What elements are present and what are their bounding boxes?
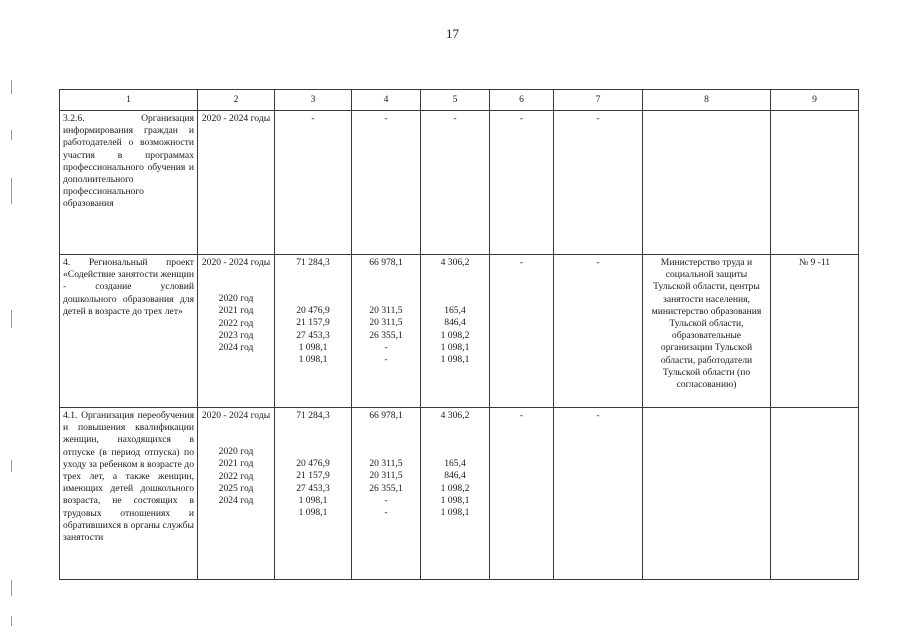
- row-period: 2020 - 2024 годы: [201, 257, 271, 268]
- binding-marks: [11, 60, 13, 630]
- header-col-8: 8: [643, 90, 771, 111]
- row-col4-block: [352, 408, 421, 580]
- year-label: 2020 год: [218, 293, 254, 305]
- row-activity-name: 3.2.6. Организация информирования граждан и работодателей о возможности участия в программах профессионального обучения и дополнительного профессионального образования: [60, 111, 198, 255]
- row-col5-block: [421, 255, 490, 408]
- year-label: 2021 год: [218, 458, 254, 470]
- year-total: 27 453,3: [296, 482, 330, 494]
- year-col5: 846,4: [444, 470, 466, 482]
- page-number: 17: [446, 26, 459, 41]
- row-executors: [643, 111, 771, 255]
- row-total: 71 284,3: [296, 257, 330, 268]
- year-col5: 165,4: [444, 305, 466, 317]
- row-col4: 66 978,1: [369, 410, 403, 421]
- row-total-block: [275, 408, 352, 580]
- year-total: 21 157,9: [296, 317, 330, 329]
- year-total: 21 157,9: [296, 470, 330, 482]
- year-label: 2022 год: [218, 317, 254, 329]
- year-col5: 1 098,2: [440, 482, 470, 494]
- row-col5: -: [421, 111, 490, 255]
- year-col4: 20 311,5: [369, 458, 403, 470]
- header-col-4: 4: [352, 90, 421, 111]
- row-total: 71 284,3: [296, 410, 330, 421]
- year-total: 20 476,9: [296, 305, 330, 317]
- row-executors: [643, 408, 771, 580]
- year-col4: -: [384, 354, 388, 366]
- row-col4: 66 978,1: [369, 257, 403, 268]
- row-col6: -: [490, 111, 554, 255]
- table-row: [60, 408, 859, 580]
- row-indicators: [771, 111, 859, 255]
- row-period: 2020 - 2024 годы: [198, 111, 275, 255]
- row-col6: -: [490, 408, 554, 580]
- year-total: 1 098,1: [298, 507, 328, 519]
- row-period: 2020 - 2024 годы: [201, 410, 271, 421]
- row-col7: -: [554, 111, 643, 255]
- year-col5: 1 098,1: [440, 341, 470, 353]
- row-col4-block: [352, 255, 421, 408]
- header-col-3: 3: [275, 90, 352, 111]
- row-col4: -: [352, 111, 421, 255]
- year-col4: 20 311,5: [369, 305, 403, 317]
- year-col4: -: [384, 494, 388, 506]
- header-col-6: 6: [490, 90, 554, 111]
- header-col-1: 1: [60, 90, 198, 111]
- year-col4: -: [384, 341, 388, 353]
- row-indicators: № 9 -11: [771, 255, 859, 408]
- row-executors: Министерство труда и социальной защиты Тульской области, центры занятости населения, министерство образования Тульской области, образовательные организации Тульской области, работодатели Тульской области (по согласованию): [643, 255, 771, 408]
- year-col5: 1 098,1: [440, 354, 470, 366]
- row-period-block: [198, 255, 275, 408]
- header-row: [60, 90, 859, 111]
- row-total-block: [275, 255, 352, 408]
- year-col5: 846,4: [444, 317, 466, 329]
- row-activity-name: 4. Региональный проект «Содействие занятости женщин - создание условий дошкольного образования для детей в возрасте до трех лет»: [60, 255, 198, 408]
- year-col4: 26 355,1: [369, 482, 403, 494]
- table-row: [60, 255, 859, 408]
- header-col-7: 7: [554, 90, 643, 111]
- year-label: 2024 год: [218, 342, 254, 354]
- row-col5-block: [421, 408, 490, 580]
- header-col-9: 9: [771, 90, 859, 111]
- row-col7: -: [554, 408, 643, 580]
- year-col4: 26 355,1: [369, 329, 403, 341]
- year-label: 2021 год: [218, 305, 254, 317]
- year-col5: 1 098,1: [440, 507, 470, 519]
- row-activity-name: 4.1. Организация переобучения и повышения квалификации женщин, находящихся в отпуске (в период отпуска) по уходу за ребенком в возрасте до трех лет, а также женщин, имеющих детей дошкольного возраста, не состоящих в трудовых отношениях и обратившихся в органы службы занятости: [60, 408, 198, 580]
- row-total: -: [275, 111, 352, 255]
- year-label: 2025 год: [218, 482, 254, 494]
- year-label: 2023 год: [218, 329, 254, 341]
- year-total: 20 476,9: [296, 458, 330, 470]
- program-table: [59, 89, 859, 580]
- header-col-2: 2: [198, 90, 275, 111]
- row-indicators: [771, 408, 859, 580]
- row-col5: 4 306,2: [440, 410, 470, 421]
- row-col5: 4 306,2: [440, 257, 470, 268]
- year-col5: 1 098,2: [440, 329, 470, 341]
- year-label: 2024 год: [218, 495, 254, 507]
- row-period-block: [198, 408, 275, 580]
- row-col6: -: [490, 255, 554, 408]
- year-total: 1 098,1: [298, 341, 328, 353]
- year-col5: 165,4: [444, 458, 466, 470]
- year-total: 1 098,1: [298, 494, 328, 506]
- year-col4: -: [384, 507, 388, 519]
- year-col5: 1 098,1: [440, 494, 470, 506]
- header-col-5: 5: [421, 90, 490, 111]
- year-label: 2020 год: [218, 446, 254, 458]
- table-row: [60, 111, 859, 255]
- row-col7: -: [554, 255, 643, 408]
- year-total: 27 453,3: [296, 329, 330, 341]
- year-col4: 20 311,5: [369, 317, 403, 329]
- year-col4: 20 311,5: [369, 470, 403, 482]
- year-total: 1 098,1: [298, 354, 328, 366]
- year-label: 2022 год: [218, 470, 254, 482]
